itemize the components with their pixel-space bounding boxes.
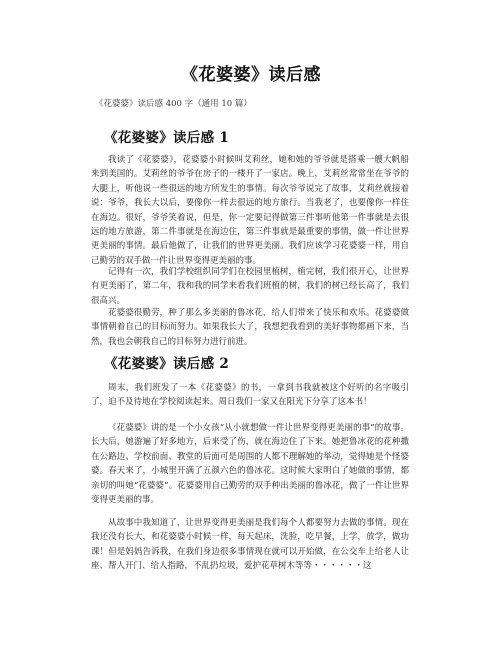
section-heading-2: 《花婆婆》读后感 2 bbox=[104, 356, 230, 372]
section-1-paragraph-1: 我读了《花婆婆》，花婆婆小时候叫艾莉丝，她和她的爷爷就是搭乘一艘大帆船来到美国的。艾莉丝的爷爷在房子的一楼开了一家店。晚上，艾莉丝常常坐在爷爷的大腿上，听他说一些很远的地方所发生的事情。每次爷爷说完了故事，艾莉丝就接着说：爷爷，我长大以后，要像你一样去很远的地方旅行。当我老了，也要像你一样住在海边。很好，爷爷笑着说，但是，你一定要记得做第三件事听他第一件事就是去很远的地方旅游，第二件事就是在海边住，第三件事就是最重要的事情，做一件让世界更美丽的事情。最后他做了，让我们的世界更美丽。我们应该学习花婆婆一样，用自己勤劳的双手做一件让世界变得更美丽的事。 bbox=[91, 155, 409, 266]
section-2-paragraph-1: 周末，我们班发了一本《花婆婆》的书，一拿到书我就被这个好听的名字吸引了，迫不及待地在学校阅读起来。周日我们一家又在阳光下分享了这本书！ bbox=[91, 383, 409, 408]
document-subtitle: 《花婆婆》读后感 400 字（通用 10 篇） bbox=[95, 99, 252, 109]
document-title: 《花婆婆》读后感 bbox=[181, 65, 321, 85]
section-2-paragraph-3: 从故事中我知道了，让世界变得更美丽是我们每个人都要努力去做的事情。现在我还没有长大，和花婆婆小时候一样，每天起床，洗脸，吃早餐，上学，放学，做功课！但是妈妈告诉我，在我们身边很多事情现在就可以开始做，在公交车上给老人让座、帮人开门、给人指路，不乱扔垃圾，爱护花草树木等等・・・・・・这 bbox=[91, 518, 409, 572]
section-heading-1: 《花婆婆》读后感 1 bbox=[104, 130, 230, 146]
section-1-paragraph-2: 记得有一次，我们学校组织同学们在校园里植树，植完树，我们很开心，让世界有更美丽了，第二年，我和我的同学来看我们班植的树，我们的树已经长高了，我们很高兴。 bbox=[91, 267, 409, 306]
section-1-paragraph-3: 花婆婆很勤劳，种了那么多美丽的鲁冰花，给人们带来了快乐和欢乐。花婆婆做事情朝着自己的目标而努力。如果我长大了，我想把我看到的美好事物都画下来，当然，我也会朝我自己的目标努力进行前进。 bbox=[91, 308, 409, 347]
section-2-paragraph-2: 《花婆婆》讲的是一个小女孩“从小就想做一件让世界变得更美丽的事”的故事。长大后，她游遍了好多地方，后来受了伤，就在海边住了下来。她把鲁冰花的花种撒在公路边、学校前面、教堂的后面可是周围的人都不理解她的举动，觉得她是个怪婆婆。春天来了，小城里开满了五颜六色的鲁冰花。这时候大家明白了她做的事情，都亲切的叫她“花婆婆”。花婆婆用自己勤劳的双手种出美丽的鲁冰花，做了一件让世界变得更美丽的事。 bbox=[91, 423, 409, 506]
